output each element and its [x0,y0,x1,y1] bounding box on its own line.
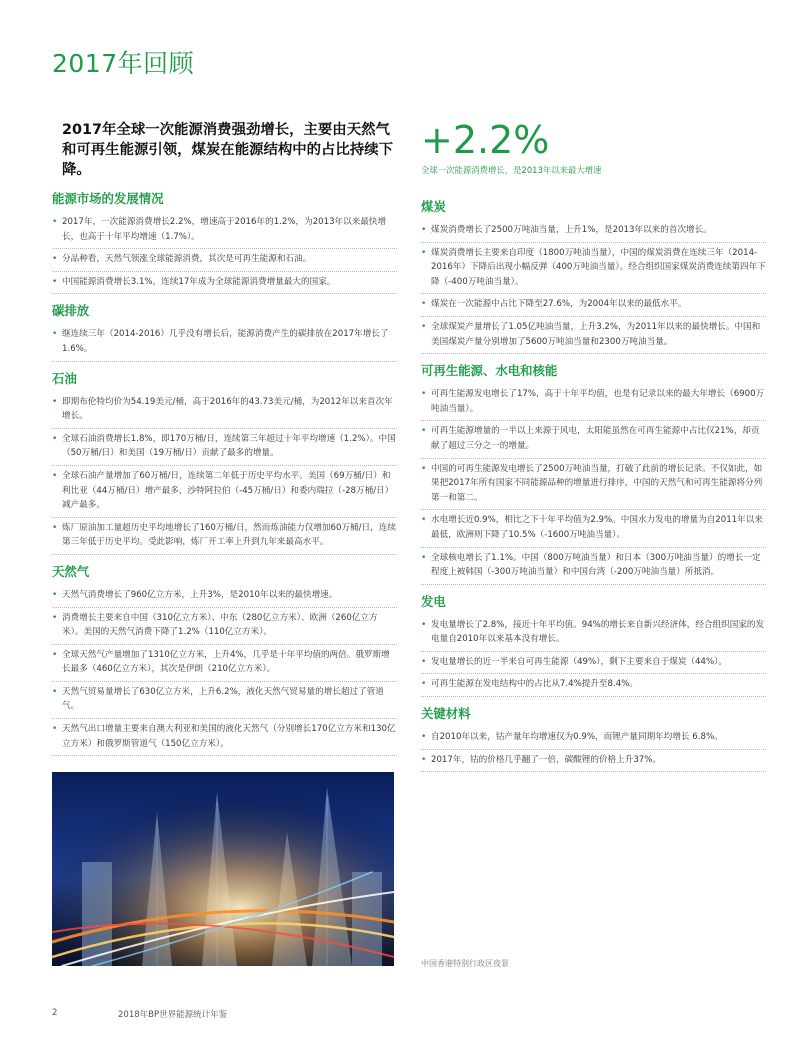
section-heading: 石油 [52,370,77,386]
bullet-item: • 即期布伦特均价为54.19美元/桶，高于2016年的43.73美元/桶，为2012年以来首次年增长。 [52,392,397,429]
bullet-item: • 天然气消费增长了960亿立方米，上升3%，是2010年以来的最快增速。 [52,585,397,608]
bullet-item: • 煤炭消费增长主要来自印度（1800万吨油当量），中国的煤炭消费在连续三年（2014-2016年）下降后出现小幅反弹（400万吨油当量）。经合组织国家煤炭消费连续第四年下降（-400万吨油当量）。 [421,243,766,295]
bullet-item: • 可再生能源发电增长了17%，高于十年平均值，也是有记录以来的最大年增长（6900万吨油当量）。 [421,384,766,421]
right-sections [421,198,766,772]
section-heading: 关键材料 [421,706,471,722]
bullet-item: • 2017年，一次能源消费增长2.2%，增速高于2016年的1.2%，为2013年以来最快增长，也高于十年平均增速（1.7%）。 [52,212,397,249]
highlight-value: +2.2% [421,118,550,162]
left-sections [52,190,397,756]
bullet-item: • 中国能源消费增长3.1%，连续17年成为全球能源消费增量最大的国家。 [52,272,397,295]
bullet-item: • 可再生能源增量的一半以上来源于风电，太阳能虽然在可再生能源中占比仅21%，却贡献了超过三分之一的增量。 [421,421,766,458]
page-title: 2017年回顾 [52,49,195,78]
bullet-item: • 全球石油消费增长1.8%，即170万桶/日，连续第三年超过十年平均增速（1.2%）。中国（50万桶/日）和美国（19万桶/日）贡献了最多的增量。 [52,429,397,466]
bullet-item: • 全球煤炭产量增长了1.05亿吨油当量，上升3.2%，为2011年以来的最快增长。中国和美国煤炭产量分别增加了5600万吨油当量和2300万吨油当量。 [421,317,766,354]
photo-caption: 中国香港特别行政区夜景 [421,959,509,968]
bullet-item: • 中国的可再生能源发电增长了2500万吨油当量，打破了此前的增长记录。不仅如此，如果把2017年所有国家不同能源品种的增量进行排序，中国的天然气和可再生能源将分列第一和第二。 [421,459,766,511]
section-heading: 可再生能源、水电和核能 [421,363,558,379]
bullet-item: • 发电量增长了2.8%，接近十年平均值。94%的增长来自新兴经济体，经合组织国家的发电量自2010年以来基本没有增长。 [421,615,766,652]
bullet-item: • 全球天然气产量增加了1310亿立方米，上升4%，几乎是十年平均值的两倍。俄罗斯增长最多（460亿立方米），其次是伊朗（210亿立方米）。 [52,645,397,682]
bullet-item: • 水电增长近0.9%，相比之下十年平均值为2.9%。中国水力发电的增量为自2011年以来最低，欧洲则下降了10.5%（-1600万吨油当量）。 [421,510,766,547]
left-column [52,120,397,756]
highlight-caption: 全球一次能源消费增长，是2013年以来最大增速 [421,165,602,175]
section-heading: 天然气 [52,563,90,579]
section-heading: 发电 [421,593,446,609]
bullet-item: • 分品种看，天然气领涨全球能源消费，其次是可再生能源和石油。 [52,249,397,272]
bullet-item: • 自2010年以来，钴产量年均增速仅为0.9%，而锂产量同期年均增长 6.8%。 [421,727,766,750]
bullet-item: • 发电量增长的近一半来自可再生能源（49%），剩下主要来自于煤炭（44%）。 [421,652,766,675]
bullet-item: • 2017年，钴的价格几乎翻了一倍，碳酸锂的价格上升37%。 [421,750,766,773]
bullet-item: • 炼厂原油加工量超历史平均地增长了160万桶/日，然而炼油能力仅增加60万桶/日，连续第三年低于历史平均。受此影响，炼厂开工率上升到九年来最高水平。 [52,518,397,555]
section-heading: 煤炭 [421,199,446,214]
bullet-item: • 继连续三年（2014-2016）几乎没有增长后，能源消费产生的碳排放在2017年增长了1.6%。 [52,324,397,361]
bullet-item: • 天然气出口增量主要来自澳大利亚和美国的液化天然气（分别增长170亿立方米和130亿立方米）和俄罗斯管道气（150亿立方米）。 [52,719,397,756]
page-number: 2 [52,1008,58,1018]
footer-title: 2018年BP世界能源统计年鉴 [118,1010,228,1020]
intro-summary: 2017年全球一次能源消费强劲增长，主要由天然气和可再生能源引领，煤炭在能源结构中的占比持续下降。 [62,122,393,178]
section-heading: 碳排放 [52,303,90,319]
bullet-item: • 消费增长主要来自中国（310亿立方米）、中东（280亿立方米）、欧洲（260亿立方米）。美国的天然气消费下降了1.2%（110亿立方米）。 [52,608,397,645]
section-heading: 能源市场的发展情况 [52,191,164,206]
bullet-item: • 可再生能源在发电结构中的占比从7.4%提升至8.4%。 [421,674,766,697]
bullet-item: • 全球核电增长了1.1%。中国（800万吨油当量）和日本（300万吨油当量）的增长一定程度上被韩国（-300万吨油当量）和中国台湾（-200万吨油当量）所抵消。 [421,548,766,585]
bullet-item: • 煤炭在一次能源中占比下降至27.6%，为2004年以来的最低水平。 [421,294,766,317]
hong-kong-night-photo [52,772,394,966]
bullet-item: • 天然气贸易量增长了630亿立方米，上升6.2%，液化天然气贸易量的增长超过了管道气。 [52,682,397,719]
right-column [421,118,766,772]
bullet-item: • 煤炭消费增长了2500万吨油当量，上升1%，是2013年以来的首次增长。 [421,220,766,243]
bullet-item: • 全球石油产量增加了60万桶/日，连续第二年低于历史平均水平。美国（69万桶/日）和利比亚（44万桶/日）增产最多，沙特阿拉伯（-45万桶/日）和委内瑞拉（-28万桶/日）减产最多。 [52,466,397,518]
